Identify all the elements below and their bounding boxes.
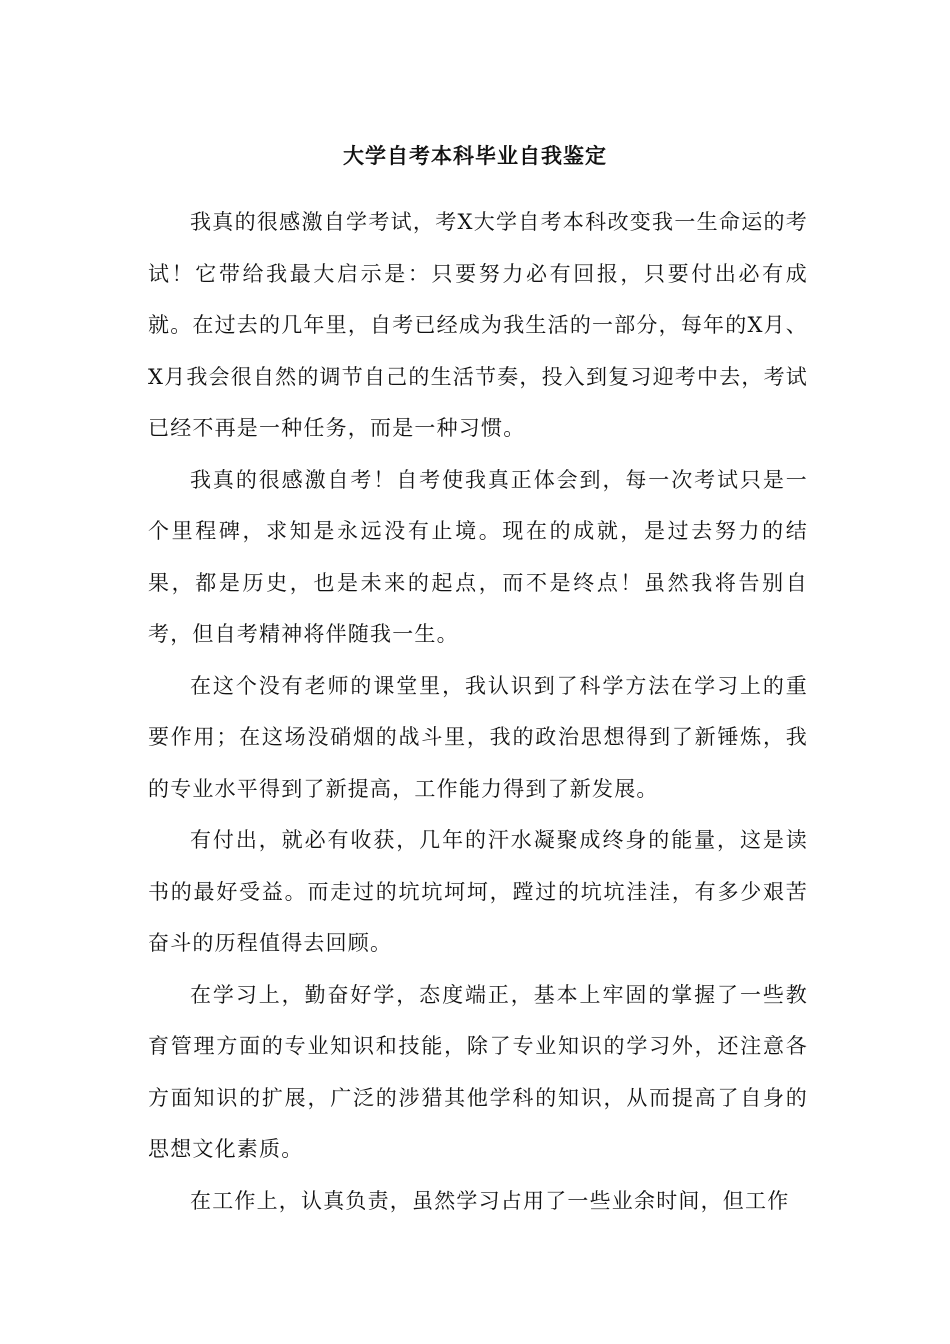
paragraph-4: 有付出，就必有收获，几年的汗水凝聚成终身的能量，这是读书的最好受益。而走过的坑坑坷坷，蹚过的坑坑洼洼，有多少艰苦奋斗的历程值得去回顾。	[148, 828, 808, 955]
paragraph-1: 我真的很感激自学考试，考X大学自考本科改变我一生命运的考试！它带给我最大启示是：只要努力必有回报，只要付出必有成就。在过去的几年里，自考已经成为我生活的一部分，每年的X月、X月我会很自然的调节自己的生活节奏，投入到复习迎考中去，考试已经不再是一种任务，而是一种习惯。	[148, 210, 808, 440]
paragraph-5: 在学习上，勤奋好学，态度端正，基本上牢固的掌握了一些教育管理方面的专业知识和技能，除了专业知识的学习外，还注意各方面知识的扩展，广泛的涉猎其他学科的知识，从而提高了自身的思想文化素质。	[148, 982, 808, 1161]
paragraph-6: 在工作上，认真负责，虽然学习占用了一些业余时间，但工作	[190, 1188, 790, 1213]
paragraph-2: 我真的很感激自考！自考使我真正体会到，每一次考试只是一个里程碑，求知是永远没有止境。现在的成就，是过去努力的结果，都是历史，也是未来的起点，而不是终点！虽然我将告别自考，但自考精神将伴随我一生。	[148, 467, 808, 646]
document-title: 大学自考本科毕业自我鉴定	[343, 143, 607, 168]
paragraph-3: 在这个没有老师的课堂里，我认识到了科学方法在学习上的重要作用；在这场没硝烟的战斗里，我的政治思想得到了新锤炼，我的专业水平得到了新提高，工作能力得到了新发展。	[148, 673, 808, 801]
document-body	[148, 197, 808, 1227]
